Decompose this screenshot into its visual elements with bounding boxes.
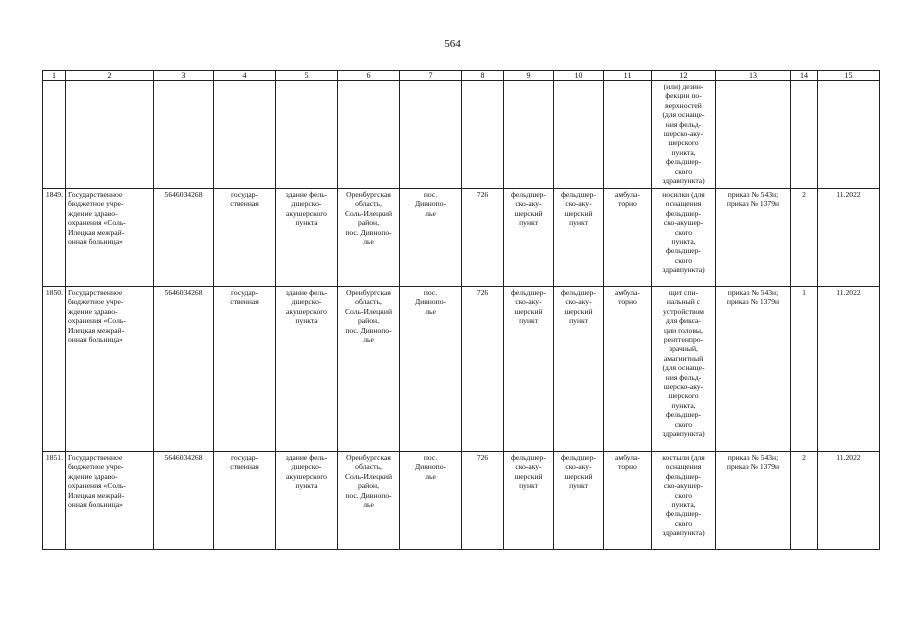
facility-kind-cell — [504, 81, 554, 189]
table-row — [43, 287, 880, 452]
column-header: 7 — [400, 71, 462, 81]
unit-cell: фельдшер- ско-аку- шерский пункт — [554, 287, 604, 452]
inn-cell: 5646034268 — [154, 287, 214, 452]
code-cell: 726 — [462, 452, 504, 550]
column-header: 13 — [716, 71, 791, 81]
table-row — [43, 81, 880, 189]
quantity-cell: 2 — [791, 189, 818, 287]
facility-kind-cell: фельдшер- ско-аку- шерский пункт — [504, 287, 554, 452]
row-number: 1849. — [43, 189, 66, 287]
order-cell — [716, 81, 791, 189]
equipment-cell: носилки (для оснащения фельдшер- ско-акушер- ского пункта, фельдшер- ского здравпункта) — [652, 189, 716, 287]
address-cell — [338, 81, 400, 189]
column-header: 5 — [276, 71, 338, 81]
building-cell: здание фель- дшерско- акушерского пункта — [276, 189, 338, 287]
organization-cell: Государственное бюджетное учре- ждение здраво- охранения «Соль- Илецкая межрай- онная больница» — [66, 452, 154, 550]
table-row — [43, 189, 880, 287]
care-mode-cell: амбула- торно — [604, 189, 652, 287]
equipment-cell: костыли (для оснащения фельдшер- ско-акушер- ского пункта, фельдшер- ского здравпункта) — [652, 452, 716, 550]
inn-cell: 5646034268 — [154, 452, 214, 550]
order-cell: приказ № 543н; приказ № 1379н — [716, 452, 791, 550]
date-cell: 11.2022 — [818, 452, 880, 550]
care-mode-cell: амбула- торно — [604, 452, 652, 550]
settlement-cell — [400, 81, 462, 189]
inn-cell: 5646034268 — [154, 189, 214, 287]
ownership-cell: государ- ственная — [214, 287, 276, 452]
building-cell: здание фель- дшерско- акушерского пункта — [276, 287, 338, 452]
settlement-cell: пос. Дивнопо- лье — [400, 452, 462, 550]
equipment-cell: щит спи- нальный с устройством для фикса- ции головы, рентгенпро- зрачный, амагнитный (для оснаще- ния фельд- шерско-аку- шерского пункта, фельдшер- ского здравпункта) — [652, 287, 716, 452]
facility-kind-cell: фельдшер- ско-аку- шерский пункт — [504, 452, 554, 550]
ownership-cell — [214, 81, 276, 189]
column-number-row — [43, 71, 880, 81]
settlement-cell: пос. Дивнопо- лье — [400, 287, 462, 452]
address-cell: Оренбургская область, Соль-Илецкий район, пос. Дивнопо- лье — [338, 452, 400, 550]
column-header: 15 — [818, 71, 880, 81]
code-cell: 726 — [462, 287, 504, 452]
organization-cell: Государственное бюджетное учре- ждение здраво- охранения «Соль- Илецкая межрай- онная больница» — [66, 189, 154, 287]
organization-cell — [66, 81, 154, 189]
column-header: 4 — [214, 71, 276, 81]
column-header: 2 — [66, 71, 154, 81]
quantity-cell — [791, 81, 818, 189]
address-cell: Оренбургская область, Соль-Илецкий район, пос. Дивнопо- лье — [338, 287, 400, 452]
row-number: 1851. — [43, 452, 66, 550]
column-header: 10 — [554, 71, 604, 81]
page-number: 564 — [444, 38, 461, 50]
care-mode-cell — [604, 81, 652, 189]
quantity-cell: 2 — [791, 452, 818, 550]
date-cell: 11.2022 — [818, 287, 880, 452]
row-number: 1850. — [43, 287, 66, 452]
building-cell — [276, 81, 338, 189]
care-mode-cell: амбула- торно — [604, 287, 652, 452]
column-header: 12 — [652, 71, 716, 81]
order-cell: приказ № 543н; приказ № 1379н — [716, 287, 791, 452]
settlement-cell: пос. Дивнопо- лье — [400, 189, 462, 287]
order-cell: приказ № 543н; приказ № 1379н — [716, 189, 791, 287]
column-header: 8 — [462, 71, 504, 81]
facility-kind-cell: фельдшер- ско-аку- шерский пункт — [504, 189, 554, 287]
quantity-cell: 1 — [791, 287, 818, 452]
inn-cell — [154, 81, 214, 189]
date-cell — [818, 81, 880, 189]
registry-table — [42, 70, 880, 550]
column-header: 11 — [604, 71, 652, 81]
row-number — [43, 81, 66, 189]
column-header: 6 — [338, 71, 400, 81]
unit-cell: фельдшер- ско-аку- шерский пункт — [554, 452, 604, 550]
ownership-cell: государ- ственная — [214, 189, 276, 287]
code-cell — [462, 81, 504, 189]
column-header: 3 — [154, 71, 214, 81]
equipment-cell: (или) дезин- фекции по- верхностей (для оснаще- ния фельд- шерско-аку- шерского пункта, фельдшер- ского здравпункта) — [652, 81, 716, 189]
building-cell: здание фель- дшерско- акушерского пункта — [276, 452, 338, 550]
column-header: 14 — [791, 71, 818, 81]
table-row — [43, 452, 880, 550]
organization-cell: Государственное бюджетное учре- ждение здраво- охранения «Соль- Илецкая межрай- онная больница» — [66, 287, 154, 452]
ownership-cell: государ- ственная — [214, 452, 276, 550]
unit-cell — [554, 81, 604, 189]
code-cell: 726 — [462, 189, 504, 287]
address-cell: Оренбургская область, Соль-Илецкий район, пос. Дивнопо- лье — [338, 189, 400, 287]
unit-cell: фельдшер- ско-аку- шерский пункт — [554, 189, 604, 287]
date-cell: 11.2022 — [818, 189, 880, 287]
column-header: 1 — [43, 71, 66, 81]
column-header: 9 — [504, 71, 554, 81]
